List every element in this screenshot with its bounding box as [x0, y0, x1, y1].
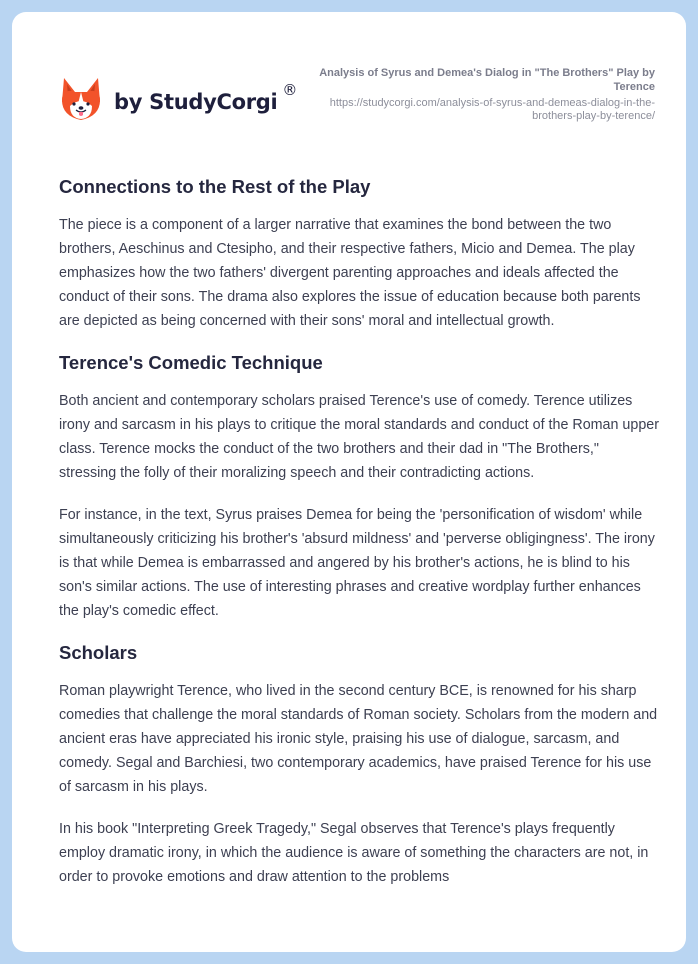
- section-heading-comedic-technique: Terence's Comedic Technique: [59, 352, 323, 373]
- section-heading-connections: Connections to the Rest of the Play: [59, 176, 371, 197]
- paragraph: For instance, in the text, Syrus praises Demea for being the 'personification of wisdom' while simultaneously criticizing his brother's 'absurd mildness' and 'perverse obligingness'. The irony is that while Demea is embarrassed and angered by his brother's actions, he is blind to his son's similar actions. The use of interesting phrases and creative wordplay further enhances the play's comedic effect.: [59, 507, 655, 619]
- paragraph: Both ancient and contemporary scholars praised Terence's use of comedy. Terence utilizes irony and sarcasm in his plays to critique the moral standards and conduct of the Roman upper class. Terence mocks the conduct of the two brothers and their dad in "The Brothers," stressing the folly of their moralizing speech and their contradicting actions.: [59, 393, 659, 481]
- article-body: [59, 175, 659, 889]
- registered-mark: ®: [282, 81, 298, 99]
- paragraph: The piece is a component of a larger narrative that examines the bond between the two brothers, Aeschinus and Ctesipho, and their respective fathers, Micio and Demea. The play emphasizes how the two fathers' divergent parenting approaches and ideals affected the conduct of their sons. The drama also explores the issue of education because both parents are depicted as being concerned with their sons' moral and intellectual growth.: [59, 217, 641, 329]
- document-meta: [295, 66, 655, 123]
- logo-wordmark: by StudyCorgi: [114, 90, 278, 114]
- document-card: [12, 12, 686, 952]
- page-header: [12, 12, 686, 152]
- paragraph: In his book "Interpreting Greek Tragedy," Segal observes that Terence's plays frequently employ dramatic irony, in which the audience is aware of something the characters are not, in order to provoke emotions and draw attention to the problems: [59, 821, 649, 885]
- document-url[interactable]: https://studycorgi.com/analysis-of-syrus-and-demeas-dialog-in-the-brothers-play-by-terence/: [329, 97, 655, 122]
- section-heading-scholars: Scholars: [59, 642, 138, 663]
- paragraph: Roman playwright Terence, who lived in the second century BCE, is renowned for his sharp comedies that challenge the moral standards of Roman society. Scholars from the modern and ancient eras have appreciated his ironic style, praising his use of dialogue, sarcasm, and comedy. Segal and Barchiesi, two contemporary academics, have praised Terence for his use of sarcasm in his plays.: [59, 683, 658, 795]
- corgi-icon: [60, 76, 102, 122]
- studycorgi-logo[interactable]: [60, 76, 297, 122]
- document-title: Analysis of Syrus and Demea's Dialog in "The Brothers" Play by Terence: [319, 67, 655, 93]
